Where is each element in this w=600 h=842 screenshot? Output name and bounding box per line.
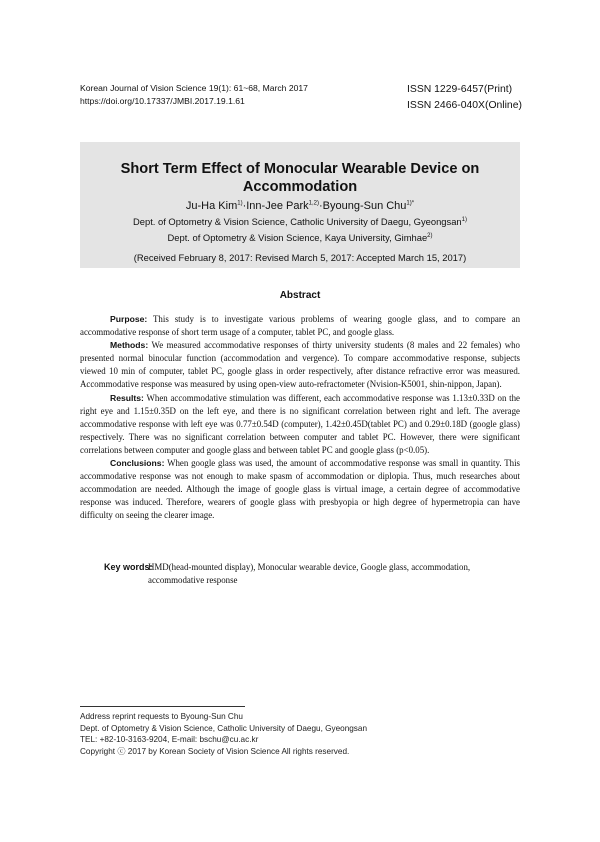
- issn-print: ISSN 1229-6457(Print): [407, 84, 513, 95]
- abstract-purpose: [80, 313, 520, 339]
- methods-label: Methods:: [110, 340, 149, 351]
- keywords: [104, 561, 520, 585]
- keywords-text: HMD(head-mounted display), Monocular wearable device, Google glass, accommodation, accommodative response: [148, 562, 471, 585]
- affiliation-2: [80, 230, 520, 246]
- affiliation-1: [80, 214, 520, 230]
- issn-online: ISSN 2466-040X(Online): [407, 100, 522, 111]
- footnote-divider: [80, 706, 245, 707]
- paper-title-line2: Accommodation: [242, 179, 358, 195]
- results-text: When accommodative stimulation was different, each accommodative response was 1.13±0.33D on the right eye and 1.15±0.35D on the left eye, and there is no significant correlation between right and left. The average accommodative response with left eye was 0.77±0.54D (computer), 1.42±0.45D(tablet PC) and 0.29±0.18D (google glass) respectively. There was no significant correlation between computer and tablet PC. However, there were significant correlations between computer and google glass and between tablet PC and google glass (p<0.05).: [80, 392, 520, 455]
- paper-title: [80, 160, 520, 196]
- methods-text: We measured accommodative responses of thirty university students (8 males and 22 females) who presented normal binocular function (accommodation and vergence). To compare accommodative response, subjects viewed 10 min of computer, tablet PC, google glass in order respectively, after distance refractive error was measured. Accommodative response was measured by using open-view auto-refractometer (Nvision-K5001, shin-nippon, Japan).: [80, 340, 520, 390]
- abstract-heading: Abstract: [279, 290, 321, 301]
- author-name: Ju-Ha Kim: [185, 200, 238, 212]
- journal-citation: Korean Journal of Vision Science 19(1): 61~68, March 2017: [80, 83, 308, 93]
- footnote-address: Dept. of Optometry & Vision Science, Catholic University of Daegu, Gyeongsan: [80, 723, 368, 733]
- author-name: Byoung-Sun Chu: [322, 200, 407, 212]
- author-affil-mark: 1,2): [308, 200, 319, 207]
- title-box: [80, 142, 520, 268]
- issn-block: [407, 82, 522, 114]
- paper-title-line1: Short Term Effect of Monocular Wearable Device on: [120, 161, 480, 177]
- keywords-label: Key words:: [104, 562, 153, 572]
- conclusions-label: Conclusions:: [110, 458, 165, 469]
- author-affil-mark: 1): [237, 200, 243, 207]
- correspondence-footnote: [80, 711, 367, 757]
- received-dates: (Received February 8, 2017: Revised March 5, 2017: Accepted March 15, 2017): [133, 252, 467, 263]
- affiliation-text: Dept. of Optometry & Vision Science, Kaya University, Gimhae: [167, 232, 428, 243]
- author-list: Ju-Ha Kim$^{1)}$·Inn-Jee Park$^{1,2)}$·Byoung-Sun Chu$^{1)*}$: [185, 200, 415, 212]
- doi-link[interactable]: https://doi.org/10.17337/JMBI.2017.19.1.61: [80, 96, 245, 106]
- author-name: Inn-Jee Park: [246, 200, 309, 212]
- affiliation-text: Dept. of Optometry & Vision Science, Catholic University of Daegu, Gyeongsan: [133, 216, 462, 227]
- journal-header: [80, 82, 308, 108]
- abstract-results: [80, 392, 520, 457]
- footnote-reprint: Address reprint requests to Byoung-Sun Chu: [80, 712, 243, 721]
- affiliation-mark: 1): [461, 216, 467, 223]
- abstract-conclusions: [80, 457, 520, 522]
- purpose-text: This study is to investigate various problems of wearing google glass, and to compare an accommodative response of short term usage of a computer, tablet PC, and google glass.: [80, 314, 521, 338]
- conclusions-text: When google glass was used, the amount of accommodative response was small in quantity. This accommodative response was not enough to make spasm of accommodation or diplopia. Thus, much researches about accommodation are needed. Although the image of google glass is virtual image, a certain degree of accommodative response was induced. Therefore, wearers of google glass with presbyopia or high degree of hypermetropia can have difficulty on seeing the clearer image.: [80, 458, 520, 521]
- footnote-copyright: Copyright ⓒ 2017 by Korean Society of Vision Science All rights reserved.: [80, 746, 350, 756]
- purpose-label: Purpose:: [110, 314, 148, 324]
- abstract-methods: [80, 339, 520, 391]
- results-label: Results:: [110, 392, 144, 403]
- author-affil-mark: 1)*: [406, 200, 415, 207]
- abstract-body: [80, 313, 520, 523]
- footnote-contact: TEL: +82-10-3163-9204, E-mail: bschu@cu.ac.kr: [80, 735, 259, 745]
- affiliation-mark: 2): [427, 232, 433, 239]
